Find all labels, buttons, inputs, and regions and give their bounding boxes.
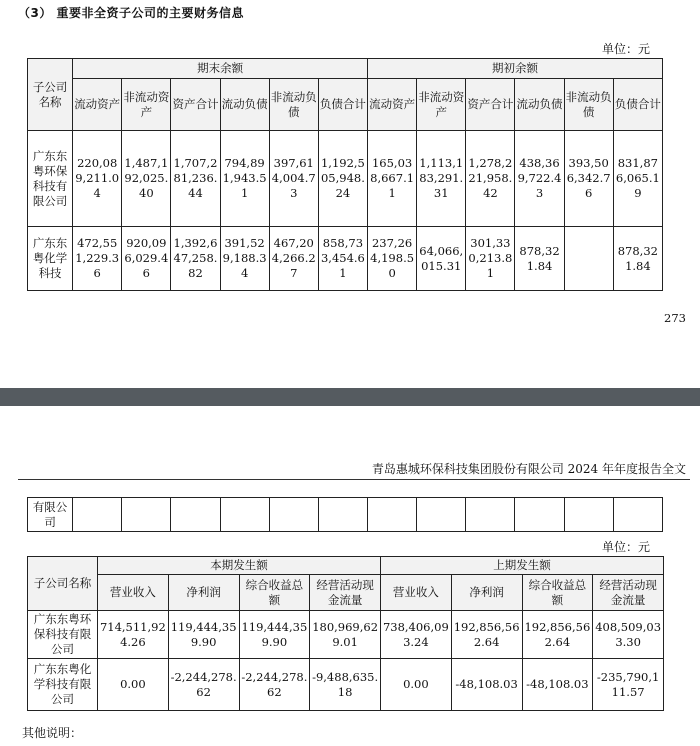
table-cell: 920,096,029.46: [122, 227, 171, 291]
column-header: 净利润: [451, 575, 522, 611]
table-cell: 397,614,004.73: [269, 131, 318, 227]
subsidiary-name-continued: 有限公司: [28, 498, 73, 532]
column-header: 流动资产: [73, 79, 122, 131]
table-cell: 1,192,505,948.24: [318, 131, 367, 227]
column-header: 流动负债: [515, 79, 564, 131]
header-subsidiary-name: 子公司名称: [28, 557, 98, 611]
table-cell: 180,969,629.01: [310, 611, 381, 659]
table-cell: -9,488,635.18: [310, 659, 381, 711]
table-cell: -2,244,278.62: [239, 659, 310, 711]
column-header: 非流动资产: [417, 79, 466, 131]
subsidiary-name: 广东东粤化学科技: [28, 227, 73, 291]
table-cell: 237,264,198.50: [368, 227, 417, 291]
table-cell: [122, 498, 171, 532]
table-cell: -235,790,111.57: [593, 659, 664, 711]
header-period-begin: 期初余额: [368, 59, 663, 79]
table-cell: 192,856,562.64: [451, 611, 522, 659]
table-cell: 858,733,454.61: [318, 227, 367, 291]
table-row: [28, 498, 663, 532]
balance-table: [27, 58, 663, 291]
table-cell: 738,406,093.24: [381, 611, 452, 659]
table-cell: 1,707,281,236.44: [171, 131, 220, 227]
table-cell: 391,529,188.34: [220, 227, 269, 291]
unit-label: 单位：元: [601, 42, 650, 56]
balance-table-continued: [27, 497, 663, 532]
column-header: 综合收益总额: [522, 575, 593, 611]
column-header: 资产合计: [171, 79, 220, 131]
column-header: 经营活动现金流量: [593, 575, 664, 611]
table-cell: 1,113,183,291.31: [417, 131, 466, 227]
table-cell: 831,876,065.19: [613, 131, 662, 227]
table-cell: -48,108.03: [451, 659, 522, 711]
column-header: 非流动负债: [564, 79, 613, 131]
table-cell: [367, 498, 416, 532]
table-cell: [269, 498, 318, 532]
table-cell: 0.00: [381, 659, 452, 711]
table-cell: [564, 498, 613, 532]
table-cell: -2,244,278.62: [168, 659, 239, 711]
column-header: 营业收入: [381, 575, 452, 611]
table-cell: 220,089,211.04: [73, 131, 122, 227]
table-cell: [613, 498, 662, 532]
table-cell: 472,551,229.36: [73, 227, 122, 291]
table-cell: [417, 498, 466, 532]
table-cell: 393,506,342.76: [564, 131, 613, 227]
table-cell: 1,392,647,258.82: [171, 227, 220, 291]
table-cell: 1,487,192,025.40: [122, 131, 171, 227]
header-rule: [18, 479, 690, 480]
table-cell: [466, 498, 515, 532]
header-subsidiary-name: 子公司名称: [28, 59, 73, 131]
column-header: 非流动负债: [269, 79, 318, 131]
table-cell: -48,108.03: [522, 659, 593, 711]
table-cell: 119,444,359.90: [239, 611, 310, 659]
table-row: [28, 131, 663, 227]
table-row: [28, 611, 664, 659]
column-header: 资产合计: [466, 79, 515, 131]
column-header: 流动负债: [220, 79, 269, 131]
table-cell: [515, 498, 564, 532]
subsidiary-name: 广东东粤化学科技有限公司: [28, 659, 98, 711]
header-current-period: 本期发生额: [98, 557, 381, 575]
table-cell: 165,038,667.11: [368, 131, 417, 227]
column-header: 净利润: [168, 575, 239, 611]
column-header: 负债合计: [613, 79, 662, 131]
table-cell: 119,444,359.90: [168, 611, 239, 659]
page-number: 273: [664, 311, 686, 325]
header-prior-period: 上期发生额: [381, 557, 664, 575]
subsidiary-name: 广东东粤环保科技有限公司: [28, 131, 73, 227]
column-header: 综合收益总额: [239, 575, 310, 611]
header-period-end: 期末余额: [73, 59, 368, 79]
column-header: 经营活动现金流量: [310, 575, 381, 611]
other-notes: 其他说明：: [22, 726, 83, 740]
table-cell: [73, 498, 122, 532]
table-cell: 714,511,924.26: [98, 611, 169, 659]
table-cell: 878,321.84: [515, 227, 564, 291]
income-table: [27, 556, 664, 711]
column-header: 流动资产: [368, 79, 417, 131]
section-title: （3） 重要非全资子公司的主要财务信息: [18, 6, 245, 20]
table-cell: 64,066,015.31: [417, 227, 466, 291]
page-separator: [0, 388, 700, 406]
table-cell: [564, 227, 613, 291]
column-header: 营业收入: [98, 575, 169, 611]
table-cell: [318, 498, 367, 532]
table-cell: 301,330,213.81: [466, 227, 515, 291]
table-row: [28, 659, 664, 711]
table-cell: 878,321.84: [613, 227, 662, 291]
table-row: [28, 227, 663, 291]
table-cell: [220, 498, 269, 532]
table-cell: 192,856,562.64: [522, 611, 593, 659]
column-header: 负债合计: [318, 79, 367, 131]
subsidiary-name: 广东东粤环保科技有限公司: [28, 611, 98, 659]
table-cell: [171, 498, 220, 532]
report-header: 青岛惠城环保科技集团股份有限公司 2024 年年度报告全文: [371, 462, 686, 476]
table-cell: 438,369,722.43: [515, 131, 564, 227]
table-cell: 0.00: [98, 659, 169, 711]
table-cell: 467,204,266.27: [269, 227, 318, 291]
unit-label-2: 单位：元: [601, 540, 650, 554]
table-cell: 408,509,033.30: [593, 611, 664, 659]
table-cell: 794,891,943.51: [220, 131, 269, 227]
column-header: 非流动资产: [122, 79, 171, 131]
table-cell: 1,278,221,958.42: [466, 131, 515, 227]
